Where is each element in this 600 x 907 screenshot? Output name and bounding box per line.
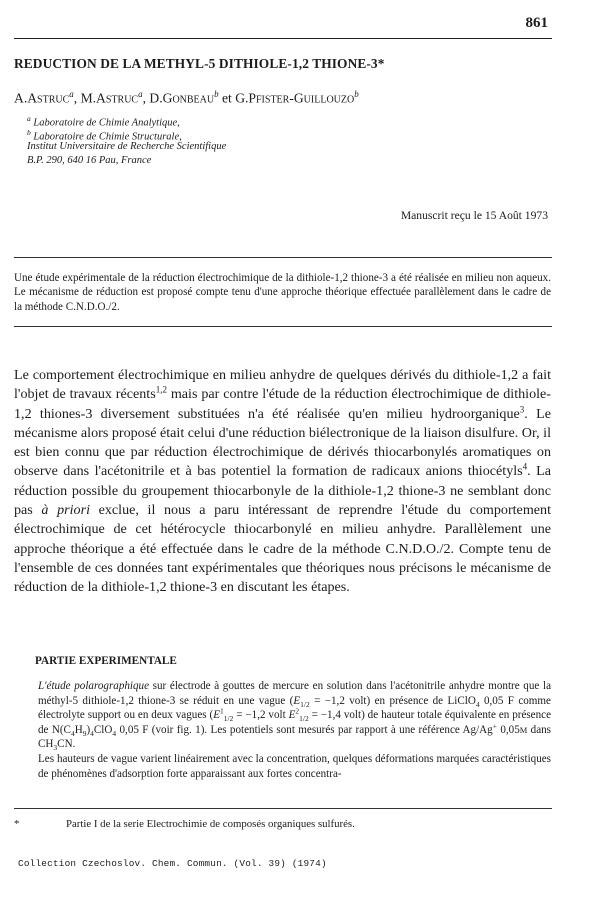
- symbol: E: [288, 709, 296, 722]
- footnote: [14, 818, 355, 830]
- abstract-top-rule: [14, 257, 552, 258]
- superscript: 1: [219, 706, 224, 716]
- text-run: = −1,2 volt: [233, 709, 289, 722]
- italic-run: à priori: [41, 502, 90, 519]
- reference-mark: 1,2: [155, 384, 167, 395]
- affiliation-mark: a: [27, 114, 31, 123]
- symbol: E: [293, 694, 301, 707]
- affiliation-text: B.P. 290, 640 16 Pau, France: [27, 155, 152, 166]
- text-run: . Le mécanisme alors proposé était celui d'une réduction biélectronique de la liaison disulfure. Or, il est bien connu que par réduction électrochimique de dérivés thiocarbonylés aromatiques on observe dans l'acétonitrile et à bas potentiel la formation de radicaux anions thiocétyls: [14, 405, 551, 480]
- affiliation-text: Laboratoire de Chimie Analytique,: [33, 117, 180, 129]
- article-title: REDUCTION DE LA METHYL-5 DITHIOLE-1,2 THIONE-3*: [14, 56, 385, 71]
- subscript: 1/2: [299, 714, 309, 724]
- footnote-rule: [14, 808, 552, 809]
- author-affiliation-mark: b: [214, 89, 219, 99]
- text-run: Le comportement électrochimique en milieu anhydre de quelques dérivés du dithiole-1,2 a fait l'objet de travaux récents: [14, 367, 551, 403]
- text-run: = −1,2 volt) en présence de LiClO: [309, 694, 476, 707]
- subscript: 4: [90, 729, 94, 738]
- author-separator: ,: [73, 90, 81, 106]
- affiliation-line: [27, 140, 226, 154]
- subscript: 1/2: [300, 699, 310, 709]
- text-run: sur électrode à gouttes de mercure en solution dans l'acétonitrile anhydre montre que la méthyl-5 dithiole-1,2 thione-3 se réduit en une vague (: [38, 680, 551, 707]
- text-run: = −1,4 volt) de hauteur totale équivalente en présence de N(C: [38, 709, 552, 736]
- affiliation-mark: b: [27, 128, 31, 137]
- experimental-paragraph: [14, 679, 551, 752]
- symbol: E: [213, 709, 220, 722]
- superscript: +: [492, 721, 497, 731]
- experimental-section: [14, 679, 551, 781]
- author-affiliation-mark: b: [354, 89, 359, 99]
- section-heading: PARTIE EXPERIMENTALE: [35, 655, 177, 667]
- affiliation-line: [27, 154, 151, 168]
- subscript: 4: [112, 729, 117, 738]
- experimental-paragraph: Les hauteurs de vague varient linéairement avec la concentration, quelques déformations marquées caractéristiques de phénomènes d'adsorption forte apparaissant aux fortes concentra-: [38, 752, 551, 780]
- author-affiliation-mark: a: [69, 89, 74, 99]
- subscript: 4: [475, 699, 480, 709]
- subscript: 1/2: [223, 714, 234, 724]
- abstract: Une étude expérimentale de la réduction électrochimique de la dithiole-1,2 thione-3 a été réalisée en milieu non aqueux. Le mécanisme de réduction est proposé compte tenu d'une approche théorique effectuée parallèlement dans le cadre de la méthode C.N.D.O./2.: [14, 272, 551, 313]
- author-separator: et: [218, 90, 236, 106]
- reference-mark: 4: [522, 461, 528, 472]
- reference-mark: 3: [519, 403, 525, 414]
- text-run: ): [86, 723, 91, 736]
- received-date: Manuscrit reçu le 15 Août 1973: [400, 209, 548, 222]
- text-run: dans CH: [38, 723, 552, 751]
- journal-citation: Collection Czechoslov. Chem. Commun. (Vol. 39) (1974): [18, 858, 327, 869]
- author-name: D.Gonbeau: [149, 90, 215, 106]
- text-run: 0,05: [496, 723, 520, 736]
- subscript: 4: [70, 729, 75, 738]
- header-rule: [14, 38, 552, 39]
- introduction-paragraph: [14, 366, 551, 598]
- text-run: CN.: [57, 738, 76, 751]
- text-run: exclue, il nous a paru intéressant de reprendre l'étude du comportement électrochimique de cet hétérocycle thiocarbonylé en milieu anhydre. Parallèlement une approche théorique a été effectuée dans le cadre de la méthode C.N.D.O./2. Compte tenu de l'ensemble de ces données tant expérimentales que théoriques nous précisons le mécanisme de réduction de la dithiole-1,2 thione-3 en discutant les étapes.: [14, 502, 551, 596]
- author-name: A.Astruc: [14, 90, 70, 106]
- page-number: 861: [525, 15, 548, 31]
- abstract-bottom-rule: [14, 326, 552, 327]
- author-list: [14, 89, 359, 107]
- author-name: M.Astruc: [80, 90, 139, 106]
- author-name: G.Pfister-Guillouzo: [235, 90, 355, 106]
- text-run: H: [74, 723, 83, 736]
- subscript: 3: [53, 743, 58, 753]
- author-affiliation-mark: a: [138, 89, 143, 99]
- text-run: ClO: [93, 723, 113, 736]
- footnote-text: Partie I de la serie Electrochimie de composés organiques sulfurés.: [66, 818, 355, 830]
- affiliation-text: Laboratoire de Chimie Structurale,: [33, 131, 182, 143]
- italic-run: L'étude polarographique: [38, 680, 150, 692]
- footnote-mark: *: [14, 818, 20, 830]
- subscript: 9: [82, 729, 87, 738]
- superscript: 2: [295, 706, 300, 716]
- text-run: M: [519, 724, 528, 735]
- author-separator: ,: [142, 90, 150, 106]
- affiliation-text: Institut Universitaire de Recherche Scientifique: [27, 141, 227, 152]
- text-run: mais par contre l'étude de la réduction électrochimique de dithiole-1,2 thiones-3 diversement substituées n'a été réalisée qu'en milieu hydroorganique: [14, 386, 551, 422]
- text-run: 0,05 F comme électrolyte support ou en deux vagues (: [38, 694, 551, 722]
- text-run: 0,05 F (voir fig. 1). Les potentiels sont mesurés par rapport à une référence Ag/Ag: [116, 723, 493, 736]
- text-run: . La réduction possible du groupement thiocarbonyle de la dithiole-1,2 thione-3 ne semblant donc pas: [14, 463, 551, 519]
